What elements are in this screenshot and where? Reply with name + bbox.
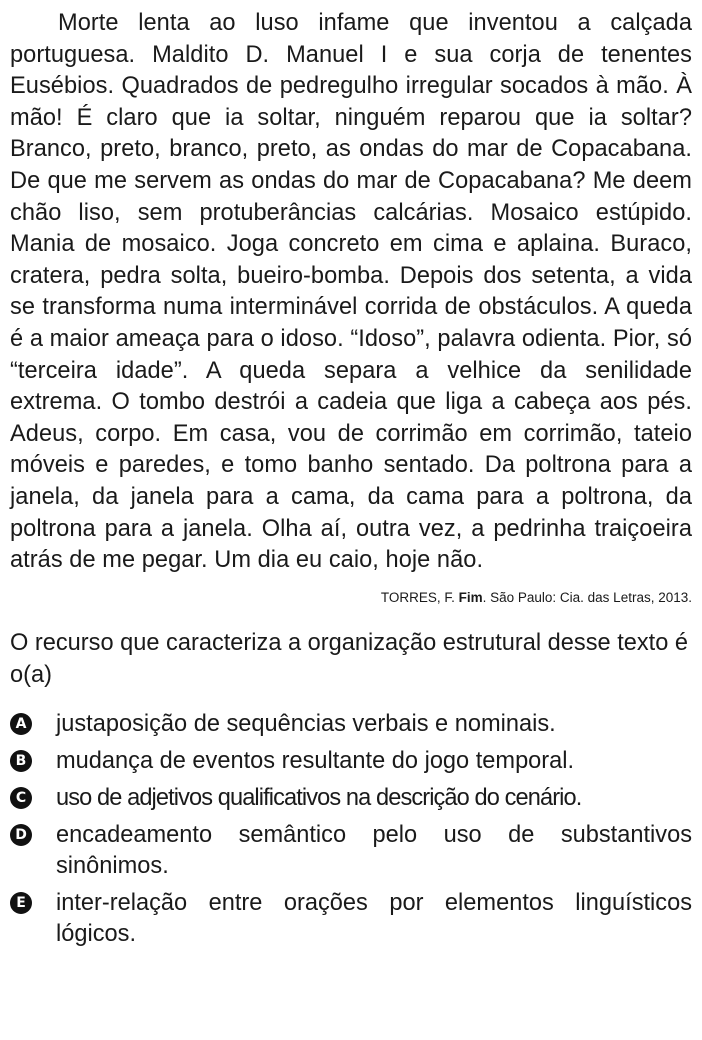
option-a-badge: A bbox=[10, 713, 32, 735]
option-d[interactable] bbox=[10, 820, 692, 882]
option-b-badge: B bbox=[10, 750, 32, 772]
option-b-text: mudança de eventos resultante do jogo temporal. bbox=[56, 747, 575, 774]
option-a-text: justaposição de sequências verbais e nominais. bbox=[56, 710, 556, 737]
source-publisher: . São Paulo: Cia. das Letras, 2013. bbox=[482, 589, 692, 605]
option-a[interactable] bbox=[10, 709, 692, 740]
answer-options bbox=[10, 709, 692, 950]
source-citation bbox=[10, 589, 692, 607]
option-e-text: inter-relação entre orações por elementos linguísticos lógicos. bbox=[56, 889, 692, 947]
option-d-badge: D bbox=[10, 824, 32, 846]
passage-text: Morte lenta ao luso infame que inventou a calçada portuguesa. Maldito D. Manuel I e sua corja de tenentes Eusébios. Quadrados de pedregulho irregular socados à mão. À mão! É claro que ia soltar, ninguém reparou que ia soltar? Branco, preto, branco, preto, as ondas do mar de Copacabana. De que me servem as ondas do mar de Copacabana? Me deem chão liso, sem protuberâncias calcárias. Mosaico estúpido. Mania de mosaico. Joga concreto em cima e aplaina. Buraco, cratera, pedra solta, bueiro-bomba. Depois dos setenta, a vida se transforma numa interminável corrida de obstáculos. A queda é a maior ameaça para o idoso. “Idoso”, palavra odienta. Pior, só “terceira idade”. A queda separa a velhice da senilidade extrema. O tombo destrói a cadeia que liga a cabeça aos pés. Adeus, corpo. Em casa, vou de corrimão em corrimão, tateio móveis e paredes, e tomo banho sentado. Da poltrona para a janela, da janela para a cama, da cama para a poltrona, da poltrona para a janela. Olha aí, outra vez, a pedrinha traiçoeira atrás de me pegar. Um dia eu caio, hoje não. bbox=[10, 10, 692, 574]
option-e-badge: E bbox=[10, 892, 32, 914]
question-stem: O recurso que caracteriza a organização estrutural desse texto é o(a) bbox=[10, 629, 689, 688]
option-c-text: uso de adjetivos qualificativos na descrição do cenário. bbox=[56, 784, 582, 811]
option-e[interactable] bbox=[10, 888, 692, 950]
option-c-badge: C bbox=[10, 787, 32, 809]
source-title: Fim bbox=[458, 589, 483, 605]
exam-question bbox=[10, 8, 692, 956]
option-c[interactable] bbox=[10, 783, 692, 814]
option-d-text: encadeamento semântico pelo uso de substantivos sinônimos. bbox=[56, 821, 692, 879]
source-author: TORRES, F. bbox=[380, 589, 459, 605]
option-b[interactable] bbox=[10, 746, 692, 777]
